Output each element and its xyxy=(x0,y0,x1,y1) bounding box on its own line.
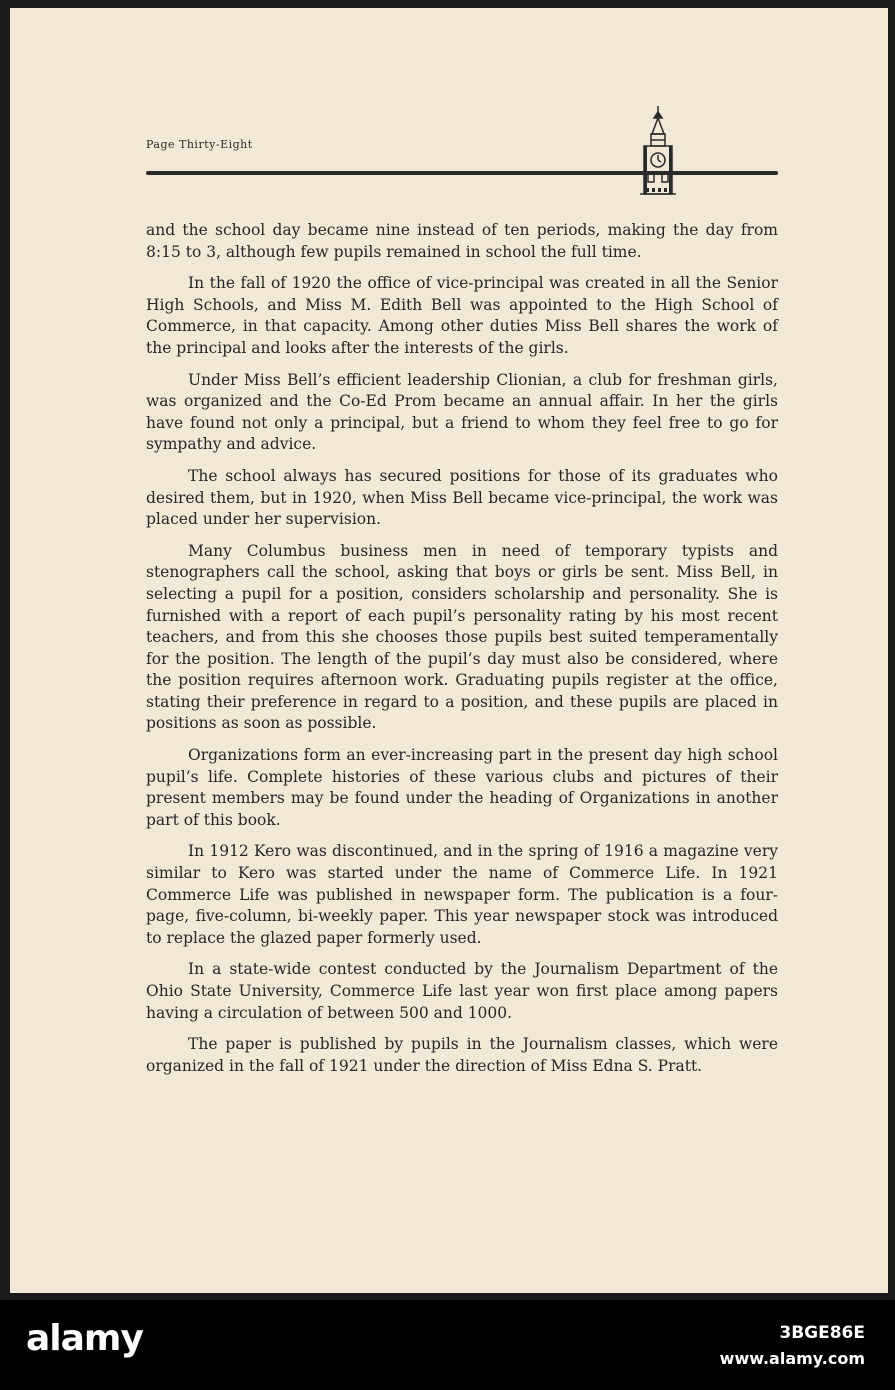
stock-id-block xyxy=(720,1323,865,1368)
paragraph: Many Columbus business men in need of temporary typists and stenographers call the school, asking that boys or girls be sent. Miss Bell, in selecting a pupil for a position, considers scholarship and personality. She is furnished with a report of each pupil’s personality rating by his most recent teachers, and from this she chooses those pupils best suited temperamentally for the position. The length of the pupil’s day must also be considered, where the position requires afternoon work. Graduating pupils register at the office, stating their preference in regard to a position, and these pupils are placed in positions as soon as possible. xyxy=(146,541,778,733)
clock-tower-icon xyxy=(630,104,686,204)
paragraph: In 1912 Kero was discontinued, and in the spring of 1916 a magazine very similar to Kero was started under the name of Commerce Life. In 1921 Commerce Life was published in newspaper form. The publication is a four-page, five-column, bi-weekly paper. This year newspaper stock was introduced to replace the glazed paper formerly used. xyxy=(146,842,778,947)
paragraph: and the school day became nine instead of ten periods, making the day from 8:15 to 3, although few pupils remained in school the full time. xyxy=(146,221,778,261)
paragraph: In the fall of 1920 the office of vice-principal was created in all the Senior High Schools, and Miss M. Edith Bell was appointed to the High School of Commerce, in that capacity. Among other duties Miss Bell shares the work of the principal and looks after the interests of the girls. xyxy=(146,274,778,357)
paragraph: Organizations form an ever-increasing part in the present day high school pupil’s life. Complete histories of these various clubs and pictures of their present members may be found under the heading of Organizations in another part of this book. xyxy=(146,746,778,829)
image-id: 3BGE86E xyxy=(779,1323,865,1343)
document-page xyxy=(10,8,888,1293)
stock-logo: alamy xyxy=(26,1318,143,1359)
paragraph: Under Miss Bell’s efficient leadership Clionian, a club for freshman girls, was organized and the Co-Ed Prom became an annual affair. In her the girls have found not only a principal, but a friend to whom they feel free to go for sympathy and advice. xyxy=(146,370,778,454)
paragraph: The school always has secured positions for those of its graduates who desired them, but in 1920, when Miss Bell became vice-principal, the work was placed under her supervision. xyxy=(146,466,778,529)
paragraph: The paper is published by pupils in the Journalism classes, which were organized in the fall of 1921 under the direction of Miss Edna S. Pratt. xyxy=(146,1035,778,1075)
paragraph: In a state-wide contest conducted by the Journalism Department of the Ohio State University, Commerce Life last year won first place among papers having a circulation of between 500 and 1000. xyxy=(146,960,778,1022)
body-text xyxy=(146,220,778,1087)
stock-site: www.alamy.com xyxy=(719,1349,865,1368)
page-number-label: Page Thirty-Eight xyxy=(146,138,253,151)
